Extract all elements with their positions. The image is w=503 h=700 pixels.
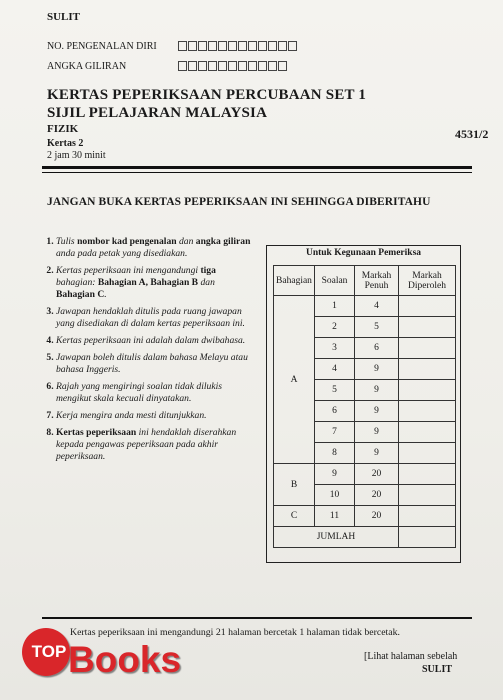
seat-digit-box[interactable] <box>238 61 247 71</box>
full-marks-cell: 6 <box>355 338 399 359</box>
id-digit-box[interactable] <box>228 41 237 51</box>
id-digit-box[interactable] <box>188 41 197 51</box>
full-marks-cell: 20 <box>355 485 399 506</box>
section-cell: B <box>274 464 315 506</box>
seat-digit-box[interactable] <box>258 61 267 71</box>
instruction-item <box>56 236 253 260</box>
marks-obtained-cell[interactable] <box>399 506 456 527</box>
paper-number: Kertas 2 <box>47 138 84 149</box>
exam-certificate: SIJIL PELAJARAN MALAYSIA <box>47 105 268 121</box>
exam-title: KERTAS PEPERIKSAAN PERCUBAAN SET 1 <box>47 87 367 103</box>
marks-obtained-cell[interactable] <box>399 317 456 338</box>
seat-digit-box[interactable] <box>228 61 237 71</box>
full-marks-cell: 9 <box>355 359 399 380</box>
question-cell: 7 <box>315 422 355 443</box>
instruction-bold-text: angka giliran <box>195 236 251 247</box>
question-cell: 10 <box>315 485 355 506</box>
exam-duration: 2 jam 30 minit <box>47 150 106 161</box>
instruction-item <box>56 265 253 301</box>
instruction-bold-text: nombor kad pengenalan <box>77 236 177 247</box>
total-row <box>274 527 456 548</box>
question-cell: 8 <box>315 443 355 464</box>
logo-top-text: TOP <box>31 642 67 661</box>
instruction-text: ini hendaklah diserahkan kepada pengawas peperiksaan pada akhir peperiksaan. <box>56 427 237 462</box>
full-marks-cell: 4 <box>355 296 399 317</box>
full-marks-cell: 9 <box>355 401 399 422</box>
sulit-bottom: SULIT <box>422 664 453 675</box>
header-section: Bahagian <box>274 266 315 296</box>
total-label: JUMLAH <box>274 527 399 548</box>
section-cell: A <box>274 296 315 464</box>
marks-obtained-cell[interactable] <box>399 422 456 443</box>
seat-digit-box[interactable] <box>248 61 257 71</box>
instruction-text: Jawapan boleh ditulis dalam bahasa Melayu atau bahasa Inggeris. <box>56 352 248 375</box>
warning-heading: JANGAN BUKA KERTAS PEPERIKSAAN INI SEHINGGA DIBERITAHU <box>47 196 431 208</box>
instruction-text: anda pada petak yang disediakan. <box>56 248 188 259</box>
table-row <box>274 296 456 317</box>
examiner-table-title: Untuk Kegunaan Pemeriksa <box>305 248 422 258</box>
full-marks-cell: 20 <box>355 506 399 527</box>
instruction-bold-text: Bahagian A, Bahagian B <box>97 277 199 288</box>
instruction-text: Tulis <box>56 236 78 247</box>
header-marks-obtained: Markah Diperoleh <box>399 266 456 296</box>
instruction-text: Kertas peperiksaan ini adalah dalam dwibahasa. <box>56 335 246 346</box>
topbooks-logo <box>16 612 199 687</box>
seat-digit-box[interactable] <box>208 61 217 71</box>
marks-obtained-cell[interactable] <box>399 401 456 422</box>
seat-digit-box[interactable] <box>278 61 287 71</box>
id-digit-box[interactable] <box>218 41 227 51</box>
header-question: Soalan <box>315 266 355 296</box>
table-row <box>274 464 456 485</box>
id-digit-box[interactable] <box>278 41 287 51</box>
seat-digit-box[interactable] <box>188 61 197 71</box>
instruction-bold-text: Bahagian C <box>56 289 105 300</box>
paper-code: 4531/2 <box>455 127 489 141</box>
instruction-bold-text: tiga <box>200 265 216 276</box>
question-cell: 11 <box>315 506 355 527</box>
id-digit-box[interactable] <box>198 41 207 51</box>
total-marks-cell[interactable] <box>399 527 456 548</box>
full-marks-cell: 9 <box>355 443 399 464</box>
question-cell: 9 <box>315 464 355 485</box>
seat-number-boxes[interactable] <box>178 61 288 71</box>
instruction-text: Kerja mengira anda mesti ditunjukkan. <box>56 410 207 421</box>
id-digit-box[interactable] <box>258 41 267 51</box>
marks-obtained-cell[interactable] <box>399 443 456 464</box>
id-digit-box[interactable] <box>208 41 217 51</box>
section-cell: C <box>274 506 315 527</box>
examiner-table-panel <box>266 245 461 563</box>
id-number-label: NO. PENGENALAN DIRI <box>47 41 157 52</box>
instruction-item <box>56 427 253 463</box>
instruction-text: Jawapan hendaklah ditulis pada ruang jawapan yang disediakan di dalam kertas peperiksaan ini. <box>56 306 245 329</box>
seat-digit-box[interactable] <box>198 61 207 71</box>
turn-over-note: [Lihat halaman sebelah <box>364 651 458 662</box>
instructions-list <box>38 236 253 468</box>
question-cell: 2 <box>315 317 355 338</box>
seat-digit-box[interactable] <box>178 61 187 71</box>
instruction-text: dan <box>176 236 196 247</box>
question-cell: 6 <box>315 401 355 422</box>
instruction-item <box>56 381 253 405</box>
id-digit-box[interactable] <box>178 41 187 51</box>
seat-number-label: ANGKA GILIRAN <box>47 61 127 72</box>
instruction-item <box>56 352 253 376</box>
marks-obtained-cell[interactable] <box>399 380 456 401</box>
question-cell: 5 <box>315 380 355 401</box>
instruction-text: . <box>104 289 107 300</box>
instruction-item <box>56 410 253 422</box>
full-marks-cell: 9 <box>355 422 399 443</box>
logo-books-text: Books <box>68 639 182 680</box>
question-cell: 1 <box>315 296 355 317</box>
divider-thick <box>42 166 472 169</box>
instruction-text: dan <box>198 277 215 288</box>
subject-name: FIZIK <box>47 123 79 135</box>
examiner-table <box>273 265 456 548</box>
instruction-text: Rajah yang mengiringi soalan tidak dilukis mengikut skala kecuali dinyatakan. <box>56 381 223 404</box>
instruction-item <box>56 335 253 347</box>
page-count-note: Kertas peperiksaan ini mengandungi 21 halaman bercetak 1 halaman tidak bercetak. <box>70 627 400 638</box>
marks-obtained-cell[interactable] <box>399 359 456 380</box>
id-digit-box[interactable] <box>288 41 297 51</box>
seat-digit-box[interactable] <box>268 61 277 71</box>
divider-thin <box>42 172 472 173</box>
full-marks-cell: 20 <box>355 464 399 485</box>
instruction-bold-text: Kertas peperiksaan <box>56 427 137 438</box>
marks-obtained-cell[interactable] <box>399 338 456 359</box>
seat-digit-box[interactable] <box>218 61 227 71</box>
id-digit-box[interactable] <box>238 41 247 51</box>
instruction-text: Kertas peperiksaan ini mengandungi <box>56 265 201 276</box>
question-cell: 4 <box>315 359 355 380</box>
question-cell: 3 <box>315 338 355 359</box>
instruction-text: bahagian: <box>56 277 98 288</box>
full-marks-cell: 9 <box>355 380 399 401</box>
sulit-top: SULIT <box>47 11 81 23</box>
marks-obtained-cell[interactable] <box>399 296 456 317</box>
table-row <box>274 506 456 527</box>
id-number-boxes[interactable] <box>178 41 298 51</box>
marks-obtained-cell[interactable] <box>399 485 456 506</box>
instruction-item <box>56 306 253 330</box>
full-marks-cell: 5 <box>355 317 399 338</box>
id-digit-box[interactable] <box>248 41 257 51</box>
marks-obtained-cell[interactable] <box>399 464 456 485</box>
header-full-marks: Markah Penuh <box>355 266 399 296</box>
id-digit-box[interactable] <box>268 41 277 51</box>
